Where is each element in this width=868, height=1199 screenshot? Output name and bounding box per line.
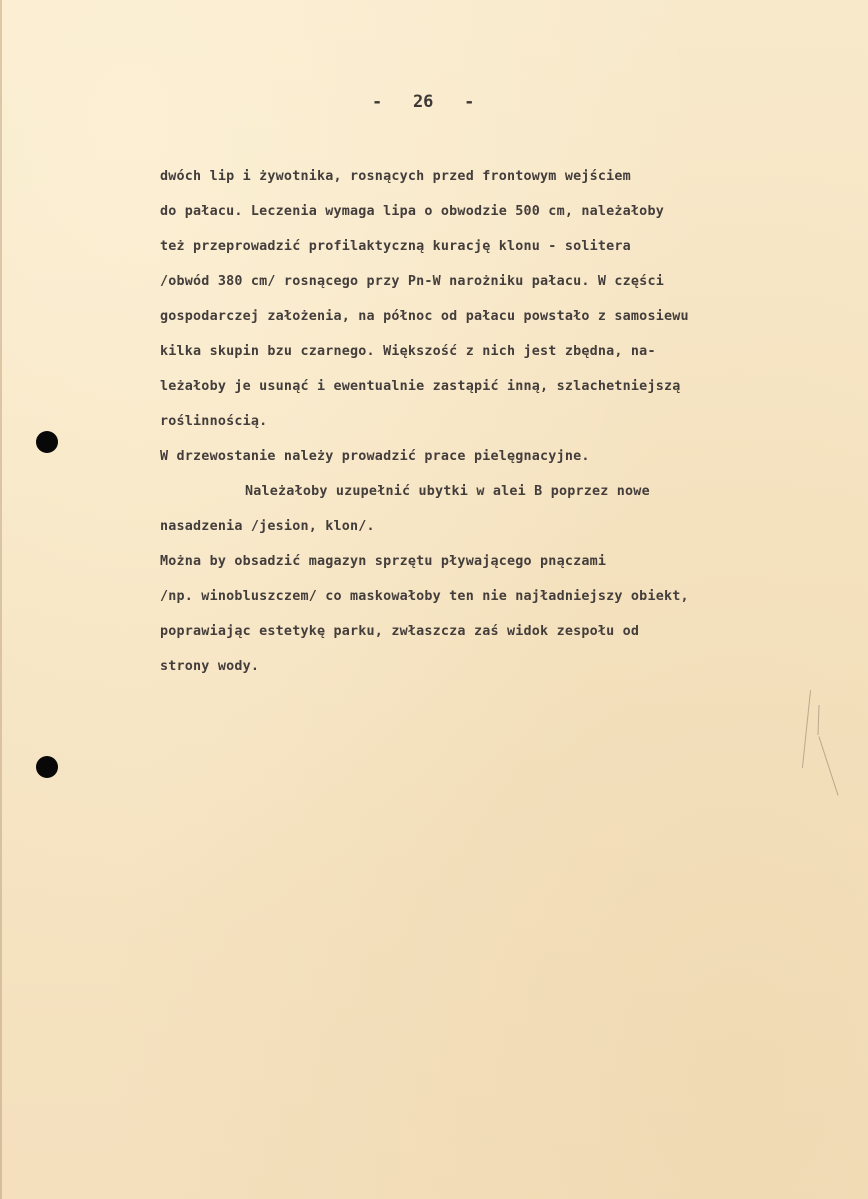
text-line: gospodarczej założenia, na północ od pałacu powstało z samosiewu [160, 309, 689, 324]
text-line: strony wody. [160, 659, 260, 674]
text-line: kilka skupin bzu czarnego. Większość z nich jest zbędna, na- [160, 344, 656, 359]
punch-hole-bottom [36, 756, 58, 778]
text-line: W drzewostanie należy prowadzić prace pielęgnacyjne. [160, 449, 590, 464]
text-line: do pałacu. Leczenia wymaga lipa o obwodzie 500 cm, należałoby [160, 204, 664, 219]
text-line: Należałoby uzupełnić ubytki w alei B poprzez nowe [245, 484, 650, 499]
pencil-mark [817, 705, 819, 735]
text-line: /obwód 380 cm/ rosnącego przy Pn-W narożniku pałacu. W części [160, 274, 664, 289]
body-text [160, 159, 850, 684]
text-line: nasadzenia /jesion, klon/. [160, 519, 375, 534]
pencil-mark [818, 736, 838, 795]
text-line: dwóch lip i żywotnika, rosnących przed frontowym wejściem [160, 169, 631, 184]
text-line: roślinnością. [160, 414, 268, 429]
pencil-mark [802, 690, 811, 768]
text-line: leżałoby je usunąć i ewentualnie zastąpić inną, szlachetniejszą [160, 379, 681, 394]
page-edge-line [0, 0, 2, 1199]
text-line: Można by obsadzić magazyn sprzętu pływającego pnączami [160, 554, 607, 569]
text-line: poprawiając estetykę parku, zwłaszcza zaś widok zespołu od [160, 624, 640, 639]
page-number: - 26 - [372, 92, 475, 112]
text-line: /np. winobluszczem/ co maskowałoby ten nie najładniejszy obiekt, [160, 589, 689, 604]
punch-hole-top [36, 431, 58, 453]
text-line: też przeprowadzić profilaktyczną kurację klonu - solitera [160, 239, 631, 254]
